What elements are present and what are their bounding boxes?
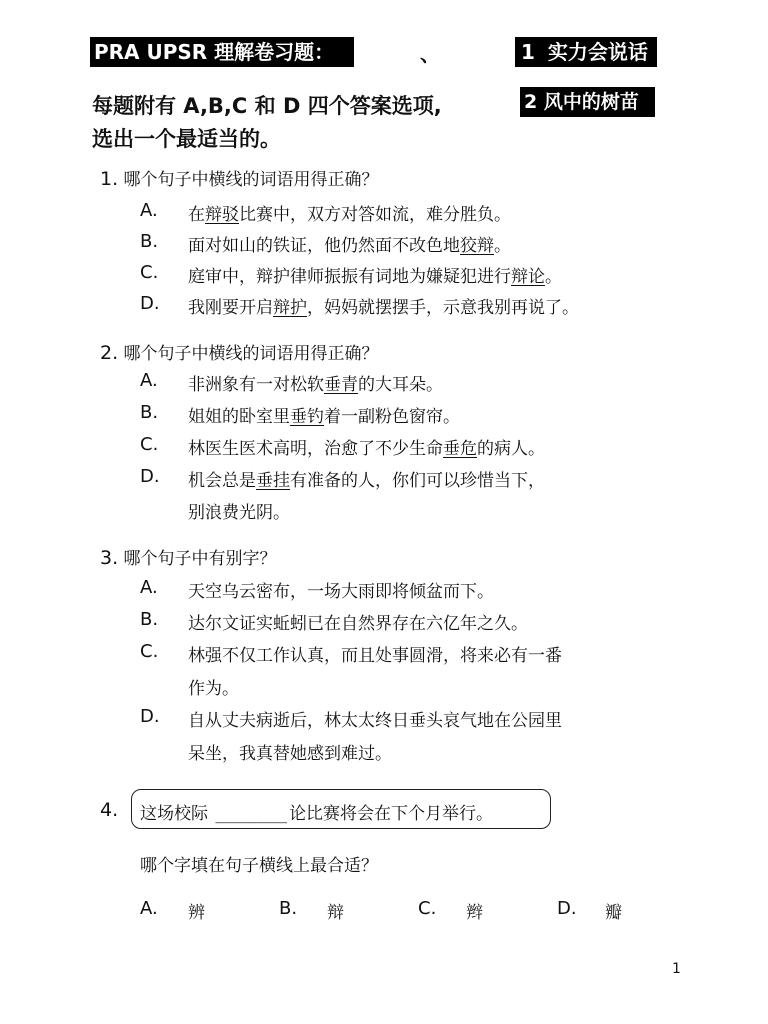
question-2-number: 2. [100, 342, 119, 364]
underlined-term: 辩驳 [205, 205, 239, 225]
option-text-line-2: 作为。 [188, 679, 239, 699]
question-1-option-d[interactable] [140, 293, 700, 317]
question-2-option-b[interactable] [140, 402, 660, 426]
question-1-option-b[interactable] [140, 231, 700, 255]
option-letter: A. [140, 200, 158, 221]
option-text: 辩 [327, 903, 344, 923]
question-2-option-d[interactable] [140, 466, 660, 522]
option-letter: D. [140, 293, 160, 314]
instruction-line-2: 选出一个最适当的。 [92, 127, 281, 151]
question-2-prompt [100, 339, 379, 364]
unit-tag-1 [515, 37, 657, 67]
question-4-option-b[interactable] [279, 898, 379, 922]
option-letter: A. [140, 898, 158, 919]
question-3-text: 哪个句子中有别字？ [123, 549, 277, 569]
option-letter: B. [140, 231, 159, 252]
separator: 、 [420, 42, 440, 66]
instruction-line-1: 每题附有 A,B,C 和 D 四个答案选项, [92, 94, 442, 118]
option-text: 面对如山的铁证，他仍然面不改色地狡辩。 [188, 236, 511, 256]
question-1-prompt [100, 165, 379, 190]
option-text: 庭审中，辩护律师振振有词地为嫌疑犯进行辩论。 [188, 267, 562, 287]
underlined-term: 狡辩 [460, 236, 494, 256]
option-letter: A. [140, 370, 158, 391]
option-text: 自从丈夫病逝后，林太太终日垂头哀气地在公园里 [188, 711, 562, 731]
underlined-term: 辩护 [273, 298, 307, 318]
unit-tag-2: 2 风中的树苗 [520, 87, 655, 117]
underlined-term: 垂钓 [290, 407, 324, 427]
option-text: 林强不仅工作认真，而且处事圆滑，将来必有一番 [188, 646, 562, 666]
question-4-option-a[interactable] [140, 898, 240, 922]
question-3-number: 3. [100, 547, 119, 569]
option-text: 在辩驳比赛中，双方对答如流，难分胜负。 [188, 205, 511, 225]
question-3-option-d[interactable] [140, 706, 660, 762]
option-text: 辫 [466, 903, 483, 923]
page-number: 1 [672, 961, 681, 977]
question-1-text: 哪个句子中横线的词语用得正确？ [123, 170, 379, 190]
underlined-term: 垂青 [324, 375, 358, 395]
option-text: 达尔文证实蚯蚓已在自然界存在六亿年之久。 [188, 614, 528, 634]
question-3-option-b[interactable] [140, 609, 660, 633]
title-label: PRA UPSR 理解卷习题： [90, 37, 354, 67]
unit-tag-1-number: 1 [521, 40, 535, 64]
option-text: 辨 [188, 903, 205, 923]
option-letter: C. [418, 898, 437, 919]
option-text-line-2: 别浪费光阴。 [188, 503, 290, 523]
option-letter: B. [140, 609, 159, 630]
option-text: 机会总是垂挂有准备的人，你们可以珍惜当下， [188, 471, 545, 491]
question-3-option-a[interactable] [140, 577, 660, 601]
question-4-sentence: 这场校际 _______ 论比赛将会在下个月举行。 [140, 804, 494, 824]
option-letter: B. [279, 898, 298, 919]
question-3-option-c[interactable] [140, 641, 660, 697]
option-letter: D. [140, 706, 160, 727]
question-2-option-a[interactable] [140, 370, 660, 394]
fill-in-blank[interactable]: _______ [215, 804, 288, 824]
question-4-option-c[interactable] [418, 898, 518, 922]
option-letter: C. [140, 641, 159, 662]
question-1-number: 1. [100, 168, 119, 190]
option-letter: B. [140, 402, 159, 423]
option-letter: C. [140, 262, 159, 283]
option-text: 我刚要开启辩护，妈妈就摆摆手，示意我别再说了。 [188, 298, 579, 318]
question-3-prompt [100, 544, 277, 569]
option-text: 姐姐的卧室里垂钓着一副粉色窗帘。 [188, 407, 460, 427]
option-text: 非洲象有一对松软垂青的大耳朵。 [188, 375, 443, 395]
option-text: 瓣 [605, 903, 622, 923]
option-text-line-2: 呆坐，我真替她感到难过。 [188, 744, 392, 764]
underlined-term: 垂危 [443, 439, 477, 459]
option-text: 林医生医术高明，治愈了不少生命垂危的病人。 [188, 439, 545, 459]
option-letter: A. [140, 577, 158, 598]
question-4-option-d[interactable] [557, 898, 657, 922]
question-4-prompt: 哪个字填在句子横线上最合适？ [140, 856, 378, 876]
underlined-term: 垂挂 [256, 471, 290, 491]
question-2-option-c[interactable] [140, 434, 660, 458]
underlined-term: 辩论 [511, 267, 545, 287]
unit-tag-1-label: 实力会说话 [547, 40, 648, 64]
option-letter: D. [557, 898, 577, 919]
question-4-number: 4. [100, 799, 119, 821]
option-letter: D. [140, 466, 160, 487]
question-1-option-a[interactable] [140, 200, 700, 224]
question-2-text: 哪个句子中横线的词语用得正确？ [123, 344, 379, 364]
question-1-option-c[interactable] [140, 262, 700, 286]
option-letter: C. [140, 434, 159, 455]
option-text: 天空乌云密布，一场大雨即将倾盆而下。 [188, 582, 494, 602]
